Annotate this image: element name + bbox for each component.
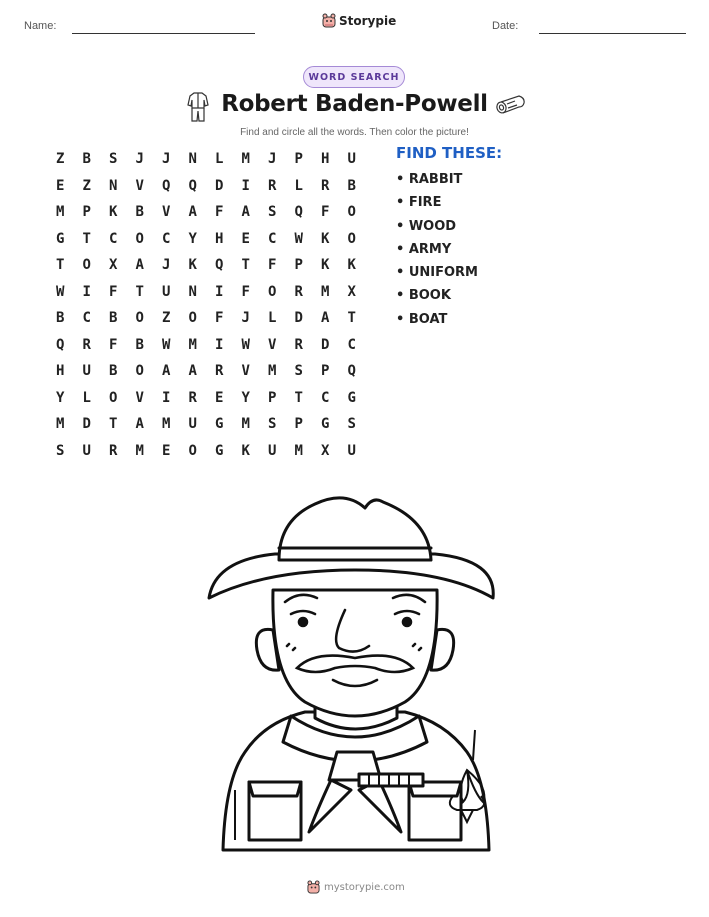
grid-letter[interactable]: O <box>135 230 144 247</box>
grid-letter[interactable]: K <box>347 257 356 274</box>
word-item: • RABBIT <box>396 172 463 187</box>
grid-letter[interactable]: T <box>294 389 303 406</box>
grid-letter[interactable]: K <box>241 442 250 459</box>
letter-grid <box>47 146 365 464</box>
grid-letter[interactable]: O <box>188 310 197 327</box>
brand-name: Storypie <box>339 13 397 28</box>
grid-letter[interactable]: S <box>294 363 303 380</box>
grid-letter[interactable]: Y <box>56 389 65 406</box>
grid-letter[interactable]: L <box>82 389 91 406</box>
grid-letter[interactable]: R <box>321 177 330 194</box>
grid-letter[interactable]: L <box>215 151 224 168</box>
grid-letter[interactable]: Q <box>162 177 171 194</box>
grid-letter[interactable]: V <box>135 389 144 406</box>
grid-letter[interactable]: O <box>135 363 144 380</box>
grid-letter[interactable]: Q <box>347 363 356 380</box>
storypie-mascot-icon <box>322 13 336 28</box>
grid-letter[interactable]: E <box>215 389 224 406</box>
grid-letter[interactable]: Z <box>162 310 171 327</box>
grid-letter[interactable]: K <box>321 230 330 247</box>
grid-letter[interactable]: S <box>347 416 356 433</box>
grid-letter[interactable]: M <box>56 204 65 221</box>
find-these-heading: FIND THESE: <box>396 144 503 162</box>
word-item: • WOOD <box>396 218 457 234</box>
grid-letter[interactable]: M <box>294 442 303 459</box>
grid-letter[interactable]: R <box>82 336 91 353</box>
grid-letter[interactable]: W <box>241 336 250 353</box>
grid-letter[interactable]: F <box>215 310 224 327</box>
grid-letter[interactable]: U <box>82 442 91 459</box>
grid-letter[interactable]: R <box>215 363 224 380</box>
grid-letter[interactable]: O <box>188 442 197 459</box>
grid-letter[interactable]: C <box>162 230 171 247</box>
grid-letter[interactable]: C <box>268 230 277 247</box>
grid-letter[interactable]: V <box>241 363 250 380</box>
grid-letter[interactable]: L <box>268 310 277 327</box>
grid-letter[interactable]: G <box>321 416 330 433</box>
grid-letter[interactable]: R <box>294 336 303 353</box>
grid-letter[interactable]: A <box>321 310 330 327</box>
grid-letter[interactable]: B <box>135 204 144 221</box>
grid-letter[interactable]: G <box>215 442 224 459</box>
grid-letter[interactable]: S <box>268 416 277 433</box>
grid-letter[interactable]: Q <box>294 204 303 221</box>
grid-letter[interactable]: U <box>268 442 277 459</box>
grid-letter[interactable]: N <box>188 151 197 168</box>
grid-letter[interactable]: B <box>347 177 356 194</box>
grid-letter[interactable]: M <box>241 151 250 168</box>
grid-letter[interactable]: J <box>162 151 171 168</box>
grid-letter[interactable]: R <box>109 442 118 459</box>
grid-letter[interactable]: P <box>82 204 91 221</box>
grid-letter[interactable]: I <box>82 283 91 300</box>
grid-letter[interactable]: Z <box>82 177 91 194</box>
grid-letter[interactable]: V <box>162 204 171 221</box>
name-line[interactable] <box>72 33 255 34</box>
date-label: Date: <box>492 20 519 32</box>
grid-letter[interactable]: K <box>321 257 330 274</box>
grid-letter[interactable]: U <box>347 151 356 168</box>
grid-letter[interactable]: O <box>109 389 118 406</box>
grid-letter[interactable]: M <box>268 363 277 380</box>
grid-letter[interactable]: S <box>109 151 118 168</box>
grid-letter[interactable]: V <box>268 336 277 353</box>
grid-letter[interactable]: H <box>215 230 224 247</box>
grid-letter[interactable]: T <box>82 230 91 247</box>
grid-letter[interactable]: C <box>347 336 356 353</box>
word-item: • UNIFORM <box>396 265 478 281</box>
grid-letter[interactable]: F <box>109 336 118 353</box>
grid-letter[interactable]: Z <box>56 151 65 168</box>
grid-letter[interactable]: U <box>82 363 91 380</box>
grid-letter[interactable]: I <box>241 177 250 194</box>
grid-letter[interactable]: Q <box>56 336 65 353</box>
date-line[interactable] <box>539 33 686 34</box>
grid-letter[interactable]: B <box>109 363 118 380</box>
grid-letter[interactable]: A <box>188 204 197 221</box>
grid-letter[interactable]: K <box>109 204 118 221</box>
grid-letter[interactable]: T <box>241 257 250 274</box>
grid-letter[interactable]: J <box>135 151 144 168</box>
grid-letter[interactable]: R <box>188 389 197 406</box>
grid-letter[interactable]: I <box>162 389 171 406</box>
grid-letter[interactable]: H <box>56 363 65 380</box>
grid-letter[interactable]: B <box>109 310 118 327</box>
storypie-mascot-icon <box>307 880 320 894</box>
grid-letter[interactable]: T <box>347 310 356 327</box>
grid-letter[interactable]: P <box>294 257 303 274</box>
grid-letter[interactable]: S <box>56 442 65 459</box>
grid-letter[interactable]: N <box>188 283 197 300</box>
grid-letter[interactable]: M <box>321 283 330 300</box>
name-label: Name: <box>24 20 57 32</box>
grid-letter[interactable]: B <box>135 336 144 353</box>
grid-letter[interactable]: P <box>268 389 277 406</box>
grid-letter[interactable]: P <box>294 151 303 168</box>
grid-letter[interactable]: O <box>347 204 356 221</box>
grid-letter[interactable]: A <box>241 204 250 221</box>
grid-letter[interactable]: T <box>109 416 118 433</box>
grid-letter[interactable]: T <box>56 257 65 274</box>
footer-url[interactable]: mystorypie.com <box>324 881 405 893</box>
brand-logo <box>322 13 396 28</box>
grid-letter[interactable]: Y <box>241 389 250 406</box>
grid-letter[interactable]: R <box>294 283 303 300</box>
grid-letter[interactable]: E <box>56 177 65 194</box>
grid-letter[interactable]: F <box>321 204 330 221</box>
grid-letter[interactable]: F <box>109 283 118 300</box>
grid-letter[interactable]: P <box>321 363 330 380</box>
grid-letter[interactable]: M <box>135 442 144 459</box>
grid-letter[interactable]: R <box>268 177 277 194</box>
grid-letter[interactable]: U <box>347 442 356 459</box>
grid-letter[interactable]: W <box>162 336 171 353</box>
grid-letter[interactable]: C <box>109 230 118 247</box>
grid-letter[interactable]: J <box>241 310 250 327</box>
grid-letter[interactable]: L <box>294 177 303 194</box>
word-search-badge: WORD SEARCH <box>303 66 405 88</box>
grid-letter[interactable]: Q <box>215 257 224 274</box>
grid-letter[interactable]: F <box>215 204 224 221</box>
word-item: • BOAT <box>396 311 448 327</box>
grid-letter[interactable]: M <box>56 416 65 433</box>
grid-letter[interactable]: F <box>241 283 250 300</box>
grid-letter[interactable]: O <box>82 257 91 274</box>
grid-letter[interactable]: Q <box>188 177 197 194</box>
grid-letter[interactable]: I <box>215 336 224 353</box>
grid-letter[interactable]: U <box>188 416 197 433</box>
grid-letter[interactable]: W <box>294 230 303 247</box>
grid-letter[interactable]: G <box>56 230 65 247</box>
grid-letter[interactable]: H <box>321 151 330 168</box>
grid-letter[interactable]: T <box>135 283 144 300</box>
grid-letter[interactable]: Y <box>188 230 197 247</box>
grid-letter[interactable]: E <box>162 442 171 459</box>
grid-letter[interactable]: A <box>135 257 144 274</box>
grid-letter[interactable]: A <box>188 363 197 380</box>
grid-letter[interactable]: J <box>162 257 171 274</box>
wood-log-icon <box>495 94 527 116</box>
grid-letter[interactable]: D <box>321 336 330 353</box>
grid-letter[interactable]: C <box>321 389 330 406</box>
grid-letter[interactable]: B <box>56 310 65 327</box>
grid-letter[interactable]: I <box>215 283 224 300</box>
grid-letter[interactable]: W <box>56 283 65 300</box>
grid-letter[interactable]: D <box>294 310 303 327</box>
grid-letter[interactable]: P <box>294 416 303 433</box>
grid-letter[interactable]: E <box>241 230 250 247</box>
grid-letter[interactable]: M <box>188 336 197 353</box>
word-item: • FIRE <box>396 195 442 211</box>
grid-letter[interactable]: C <box>82 310 91 327</box>
grid-letter[interactable]: D <box>215 177 224 194</box>
grid-letter[interactable]: A <box>135 416 144 433</box>
grid-letter[interactable]: G <box>215 416 224 433</box>
grid-letter[interactable]: F <box>268 257 277 274</box>
grid-letter[interactable]: S <box>268 204 277 221</box>
grid-letter[interactable]: K <box>188 257 197 274</box>
word-item: • BOOK <box>396 288 451 304</box>
grid-letter[interactable]: X <box>109 257 118 274</box>
scout-coloring-illustration <box>205 490 505 852</box>
grid-letter[interactable]: A <box>162 363 171 380</box>
grid-letter[interactable]: M <box>241 416 250 433</box>
grid-letter[interactable]: J <box>268 151 277 168</box>
grid-letter[interactable]: G <box>347 389 356 406</box>
grid-letter[interactable]: O <box>268 283 277 300</box>
grid-letter[interactable]: D <box>82 416 91 433</box>
grid-letter[interactable]: M <box>162 416 171 433</box>
grid-letter[interactable]: N <box>109 177 118 194</box>
grid-letter[interactable]: B <box>82 151 91 168</box>
grid-letter[interactable]: X <box>321 442 330 459</box>
grid-letter[interactable]: O <box>347 230 356 247</box>
grid-letter[interactable]: O <box>135 310 144 327</box>
grid-letter[interactable]: U <box>162 283 171 300</box>
instructions: Find and circle all the words. Then color the picture! <box>240 127 469 138</box>
grid-letter[interactable]: V <box>135 177 144 194</box>
grid-letter[interactable]: X <box>347 283 356 300</box>
word-item: • ARMY <box>396 241 452 257</box>
word-list <box>396 171 478 334</box>
footer <box>307 880 405 894</box>
page-title: Robert Baden-Powell <box>221 91 488 117</box>
